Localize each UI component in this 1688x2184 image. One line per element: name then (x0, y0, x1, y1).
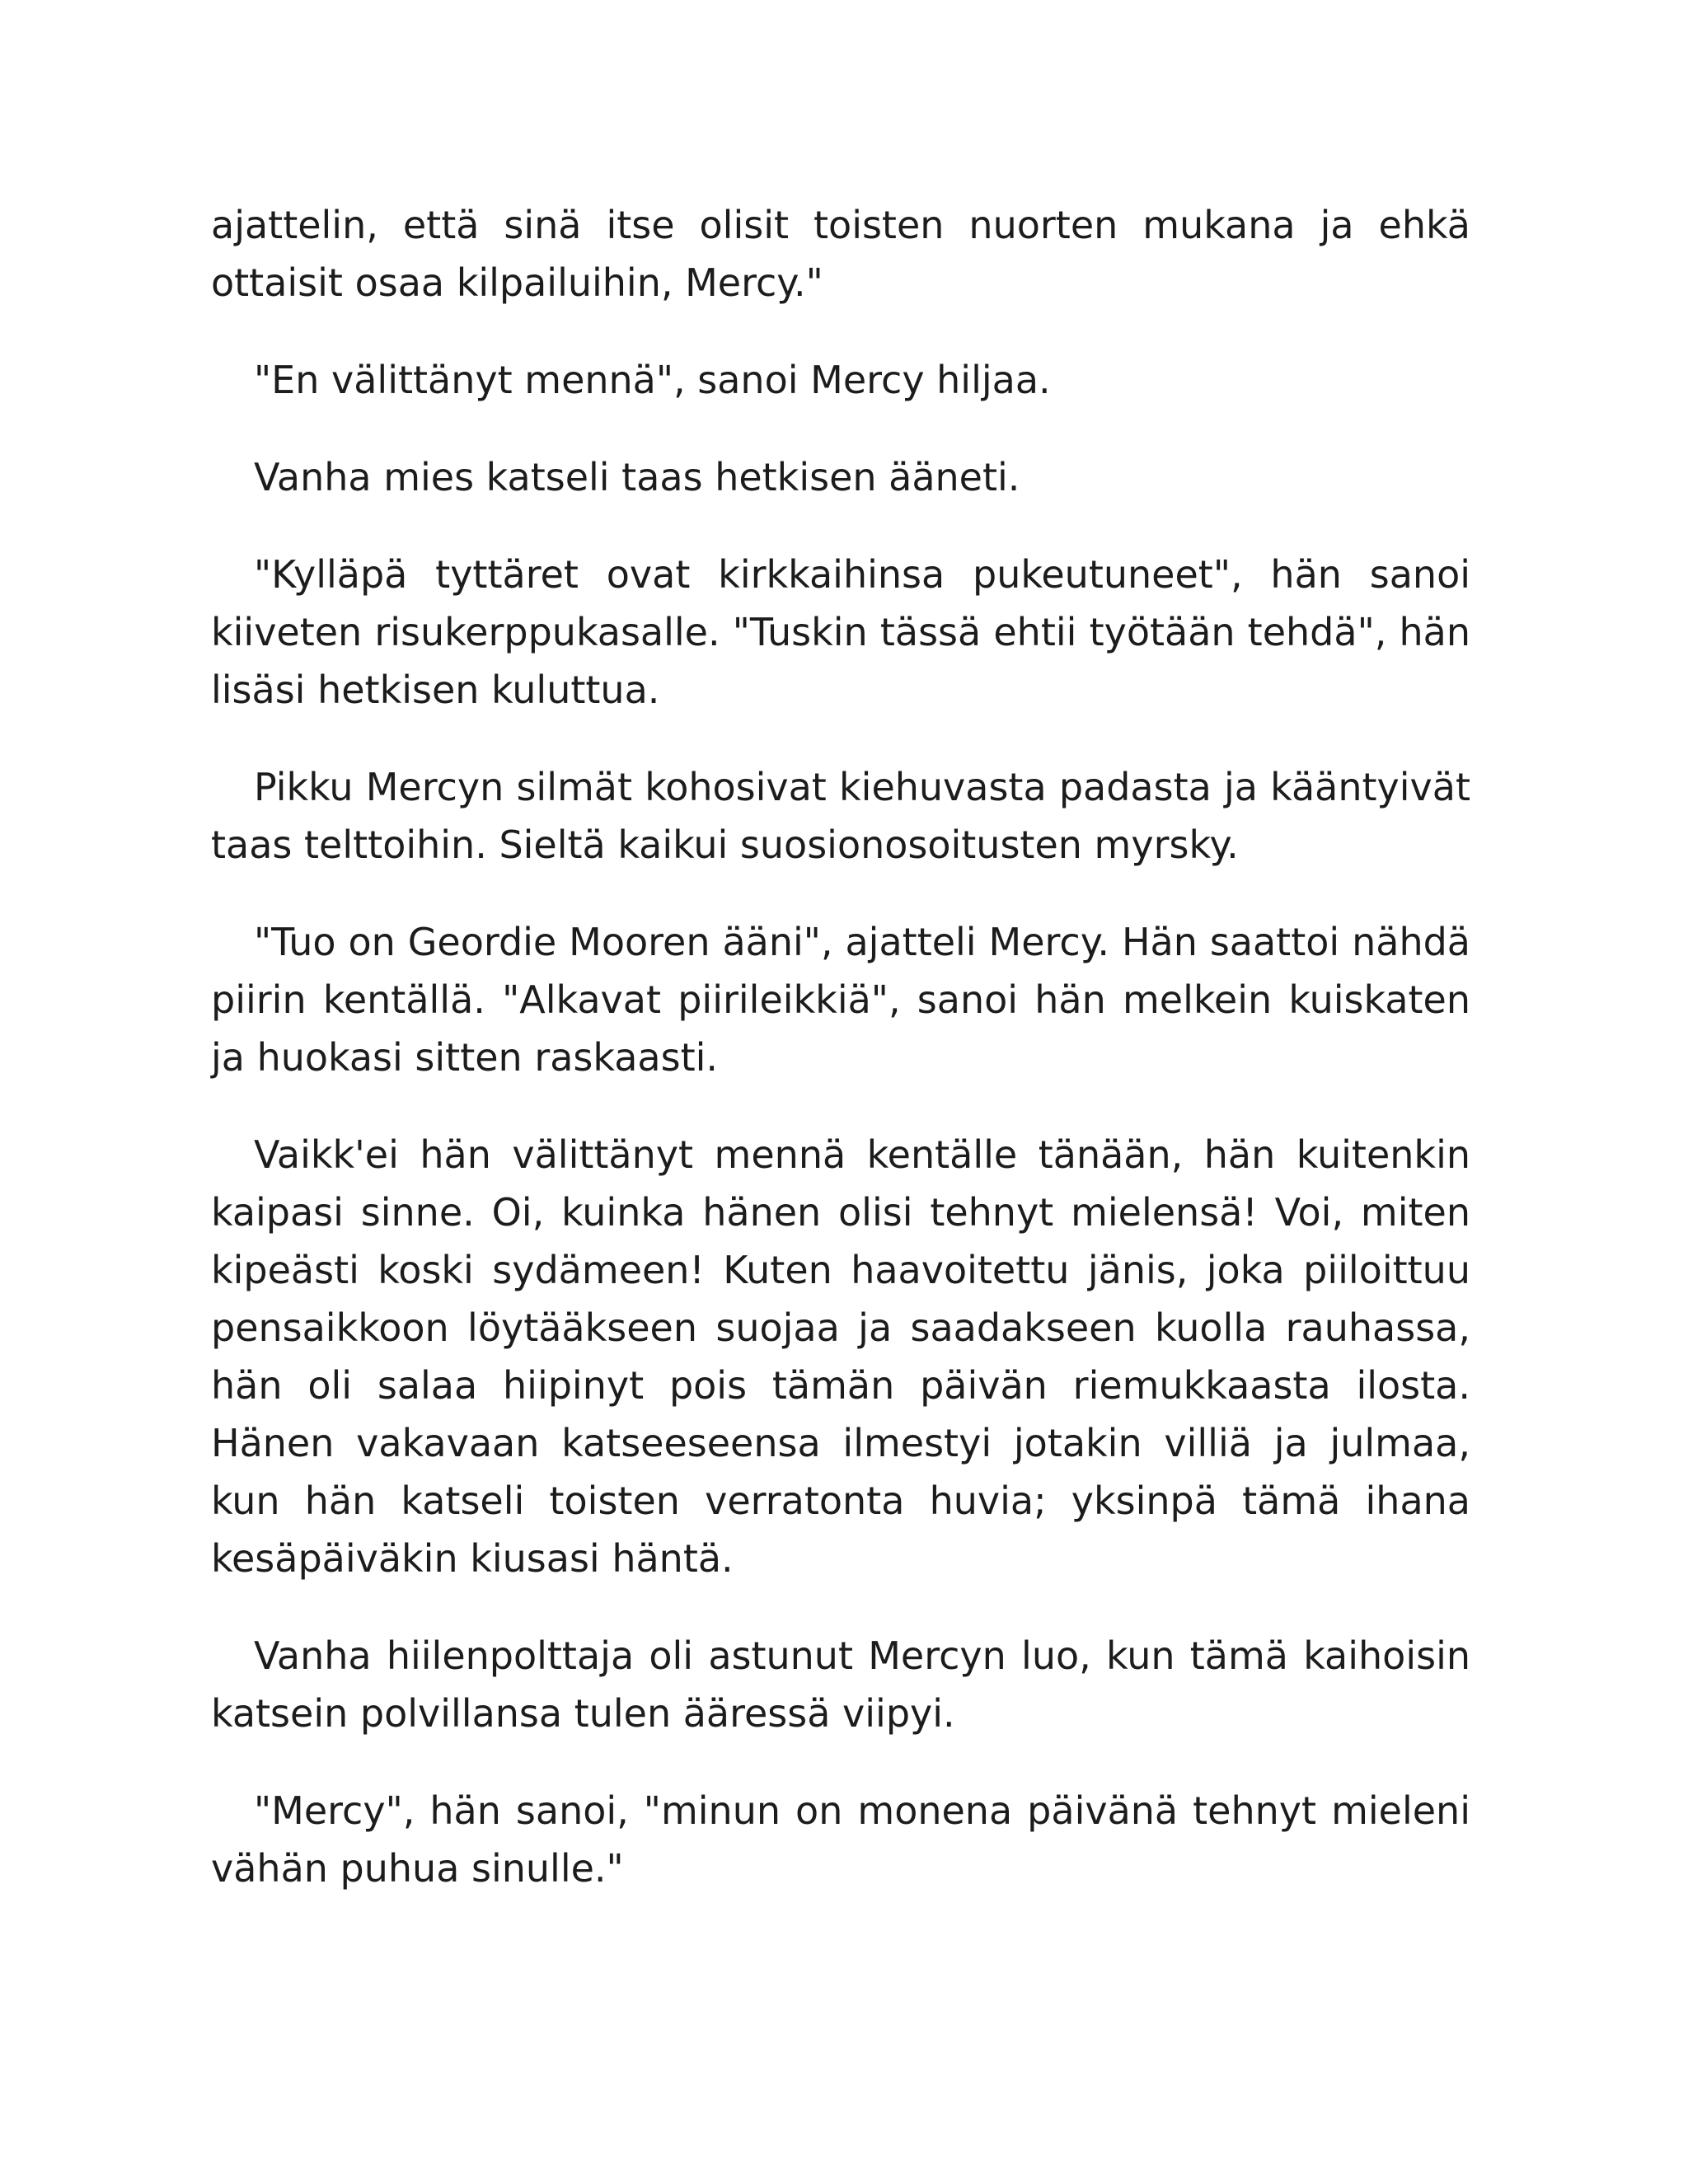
paragraph: ajattelin, että sinä itse olisit toisten nuorten mukana ja ehkä ottaisit osaa kilpailuihin, Mercy." (211, 203, 1470, 305)
document-page (211, 196, 1470, 1937)
paragraph: Vanha hiilenpolttaja oli astunut Mercyn luo, kun tämä kaihoisin katsein polvillansa tulen ääressä viipyi. (211, 1633, 1470, 1736)
paragraph: "Kylläpä tyttäret ovat kirkkaihinsa pukeutuneet", hän sanoi kiiveten risukerppukasalle. "Tuskin tässä ehtii työtään tehdä", hän lisäsi hetkisen kuluttua. (211, 552, 1470, 712)
paragraph: Vaikk'ei hän välittänyt mennä kentälle tänään, hän kuitenkin kaipasi sinne. Oi, kuinka hänen olisi tehnyt mielensä! Voi, miten kipeästi koski sydämeen! Kuten haavoitettu jänis, joka piiloittuu pensaikkoon löytääkseen suojaa ja saadakseen kuolla rauhassa, hän oli salaa hiipinyt pois tämän päivän riemukkaasta ilosta. Hänen vakavaan katseeseensa ilmestyi jotakin villiä ja julmaa, kun hän katseli toisten verratonta huvia; yksinpä tämä ihana kesäpäiväkin kiusasi häntä. (211, 1132, 1470, 1581)
paragraph: Pikku Mercyn silmät kohosivat kiehuvasta padasta ja kääntyivät taas telttoihin. Sieltä kaikui suosionosoitusten myrsky. (211, 765, 1470, 867)
paragraph: "Mercy", hän sanoi, "minun on monena päivänä tehnyt mieleni vähän puhua sinulle." (211, 1788, 1470, 1891)
paragraph: Vanha mies katseli taas hetkisen ääneti. (254, 455, 1020, 499)
paragraph: "En välittänyt mennä", sanoi Mercy hiljaa. (254, 358, 1051, 402)
paragraph: "Tuo on Geordie Mooren ääni", ajatteli Mercy. Hän saattoi nähdä piirin kentällä. "Alkavat piirileikkiä", sanoi hän melkein kuiskaten ja huokasi sitten raskaasti. (211, 920, 1470, 1080)
